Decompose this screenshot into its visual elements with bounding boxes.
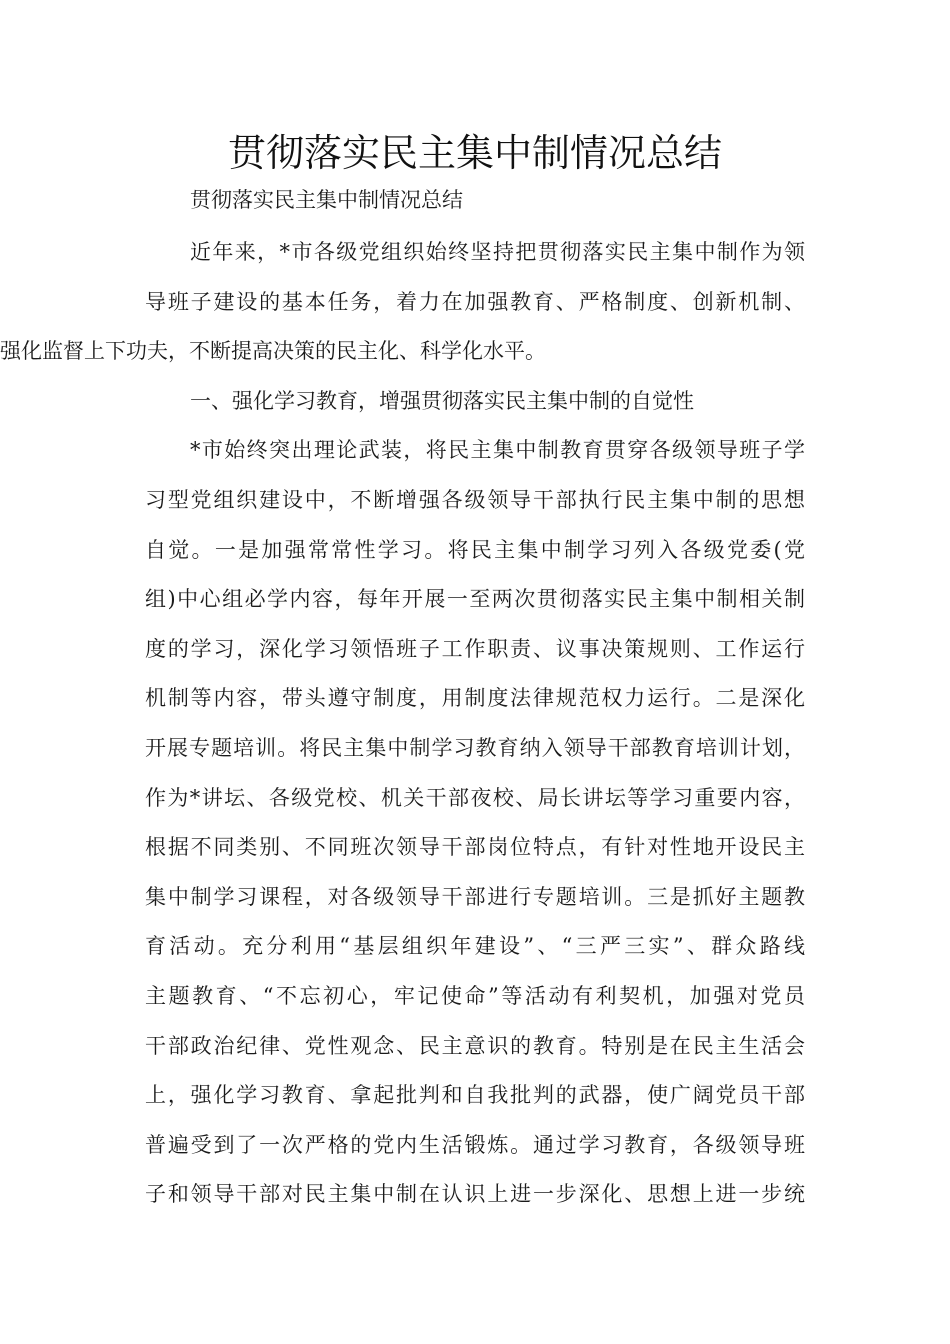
document-subtitle: 贯彻落实民主集中制情况总结 [190, 188, 463, 212]
body-text-line: 主题教育、“不忘初心，牢记使命”等活动有利契机，加强对党员 [145, 983, 805, 1008]
body-text-line: 机制等内容，带头遵守制度，用制度法律规范权力运行。二是深化 [145, 686, 805, 711]
body-text-line: 习型党组织建设中，不断增强各级领导干部执行民主集中制的思想 [145, 487, 805, 512]
body-text-line: 自觉。一是加强常常性学习。将民主集中制学习列入各级党委(党 [145, 537, 805, 562]
body-text-line: 干部政治纪律、党性观念、民主意识的教育。特别是在民主生活会 [145, 1033, 805, 1058]
document-title: 贯彻落实民主集中制情况总结 [227, 131, 722, 175]
document-body [0, 236, 950, 1228]
body-text-line: 强化监督上下功夫，不断提高决策的民主化、科学化水平。 [0, 339, 546, 364]
body-text-line: 度的学习，深化学习领悟班子工作职责、议事决策规则、工作运行 [145, 636, 805, 661]
body-text-line: 开展专题培训。将民主集中制学习教育纳入领导干部教育培训计划， [145, 735, 805, 760]
body-text-line: 子和领导干部对民主集中制在认识上进一步深化、思想上进一步统 [145, 1182, 805, 1207]
body-text-line: 根据不同类别、不同班次领导干部岗位特点，有针对性地开设民主 [145, 835, 805, 860]
body-text-line: 作为*讲坛、各级党校、机关干部夜校、局长讲坛等学习重要内容， [145, 785, 805, 810]
body-text-line: 育活动。充分利用“基层组织年建设”、“三严三实”、群众路线 [145, 934, 805, 959]
body-text-line: 上，强化学习教育、拿起批判和自我批判的武器，使广阔党员干部 [145, 1083, 805, 1108]
body-text-line: 近年来，*市各级党组织始终坚持把贯彻落实民主集中制作为领 [190, 240, 805, 264]
body-text-line: *市始终突出理论武装，将民主集中制教育贯穿各级领导班子学 [190, 438, 805, 463]
body-text-line: 集中制学习课程，对各级领导干部进行专题培训。三是抓好主题教 [145, 884, 805, 909]
body-text-line: 导班子建设的基本任务，着力在加强教育、严格制度、创新机制、 [145, 289, 805, 314]
section-heading: 一、强化学习教育，增强贯彻落实民主集中制的自觉性 [190, 388, 694, 413]
body-text-line: 组)中心组必学内容，每年开展一至两次贯彻落实民主集中制相关制 [145, 587, 805, 612]
body-text-line: 普遍受到了一次严格的党内生活锻炼。通过学习教育，各级领导班 [145, 1132, 805, 1157]
